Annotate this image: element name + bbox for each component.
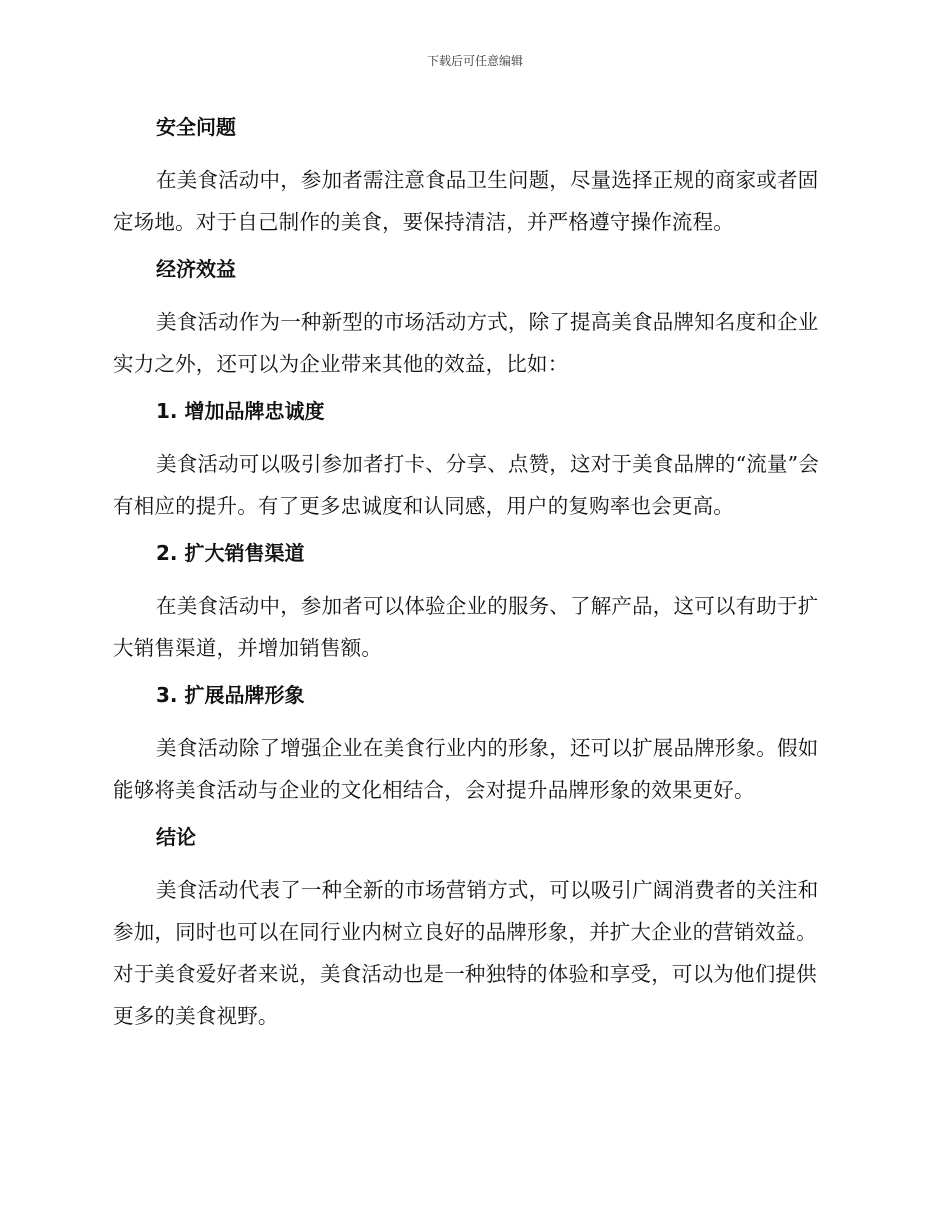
section-paragraph-brand-loyalty: 美食活动可以吸引参加者打卡、分享、点赞，这对于美食品牌的“流量”会有相应的提升。有了更多忠诚度和认同感，用户的复购率也会更高。 xyxy=(113,452,820,518)
document-body xyxy=(113,112,833,1048)
section-heading-economic-benefits: 经济效益 xyxy=(156,257,236,281)
section-heading-safety: 安全问题 xyxy=(156,115,236,139)
section-paragraph-sales-channels: 在美食活动中，参加者可以体验企业的服务、了解产品，这可以有助于扩大销售渠道，并增加销售额。 xyxy=(113,594,819,660)
section-heading-brand-image: 3. 扩展品牌形象 xyxy=(156,683,305,707)
section-paragraph-economic-benefits: 美食活动作为一种新型的市场活动方式，除了提高美食品牌知名度和企业实力之外，还可以为企业带来其他的效益，比如： xyxy=(113,310,819,376)
section-paragraph-safety: 在美食活动中，参加者需注意食品卫生问题，尽量选择正规的商家或者固定场地。对于自己制作的美食，要保持清洁，并严格遵守操作流程。 xyxy=(113,168,819,234)
section-paragraph-conclusion: 美食活动代表了一种全新的市场营销方式，可以吸引广阔消费者的关注和参加，同时也可以在同行业内树立良好的品牌形象，并扩大企业的营销效益。对于美食爱好者来说，美食活动也是一种独特的体验和享受，可以为他们提供更多的美食视野。 xyxy=(113,878,819,1028)
section-heading-brand-loyalty: 1. 增加品牌忠诚度 xyxy=(156,399,325,423)
section-heading-conclusion: 结论 xyxy=(156,825,196,849)
section-paragraph-brand-image: 美食活动除了增强企业在美食行业内的形象，还可以扩展品牌形象。假如能够将美食活动与企业的文化相结合，会对提升品牌形象的效果更好。 xyxy=(113,736,819,802)
page-header: 下载后可任意编辑 xyxy=(426,54,523,68)
section-heading-sales-channels: 2. 扩大销售渠道 xyxy=(156,541,305,565)
